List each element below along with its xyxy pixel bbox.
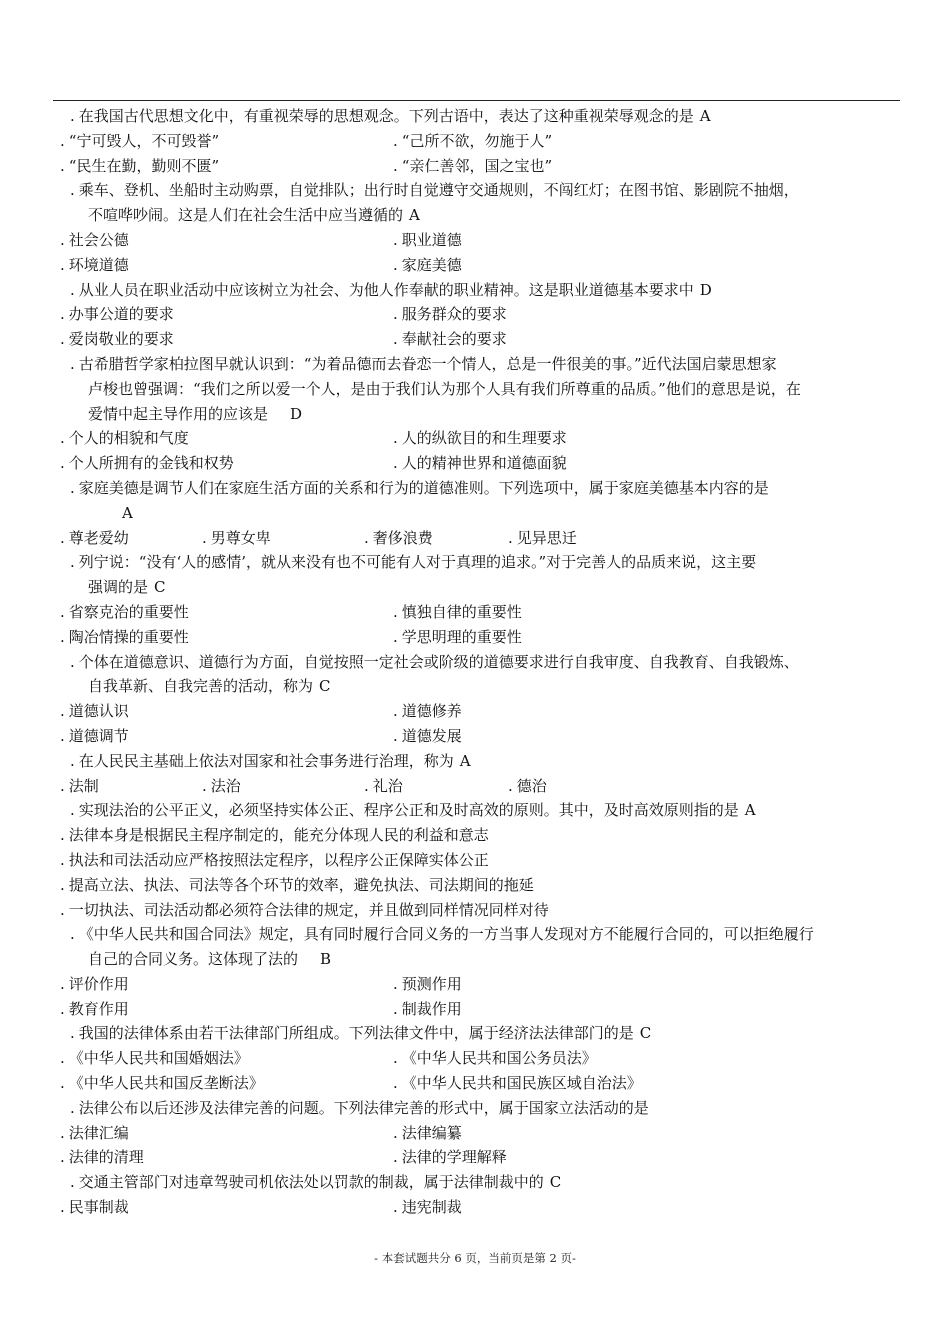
option-bullet: . bbox=[393, 627, 398, 646]
option-text: 法律的学理解释 bbox=[401, 1148, 507, 1167]
option-row bbox=[60, 1145, 900, 1170]
option-bullet: . bbox=[60, 875, 65, 894]
question-text: 古希腊哲学家柏拉图早就认识到：“为着品德而去眷恋一个情人，总是一件很美的事。”近代法国启蒙思想家 bbox=[78, 354, 777, 373]
option-bullet: . bbox=[70, 478, 75, 497]
option-right bbox=[393, 253, 462, 278]
option-text: 环境道德 bbox=[68, 255, 129, 274]
option-right bbox=[393, 327, 507, 352]
question-text: 自我革新、自我完善的活动，称为 bbox=[88, 677, 314, 696]
option-left bbox=[60, 724, 129, 749]
option-text: 道德发展 bbox=[401, 726, 462, 745]
option-text: 《中华人民共和国婚姻法》 bbox=[68, 1049, 249, 1068]
option-text: 学思明理的重要性 bbox=[401, 627, 522, 646]
option-text: 《中华人民共和国民族区域自治法》 bbox=[401, 1074, 642, 1093]
option-right bbox=[393, 1121, 462, 1146]
option-bullet: . bbox=[60, 702, 65, 721]
option-left bbox=[60, 1195, 129, 1220]
option-bullet: . bbox=[508, 776, 513, 795]
option-left bbox=[60, 426, 189, 451]
option-left bbox=[60, 699, 129, 724]
option-bullet: . bbox=[60, 627, 65, 646]
question-stem bbox=[60, 178, 900, 203]
question-text: 列宁说：“没有‘人的感情’，就从来没有也不可能有人对于真理的追求。”对于完善人的品质来说，这主要 bbox=[78, 553, 757, 572]
option-text: 尊老爱幼 bbox=[68, 528, 129, 547]
option-bullet: . bbox=[393, 1049, 398, 1068]
option-row bbox=[60, 154, 900, 179]
option-row bbox=[60, 823, 900, 848]
option-text: “民生在勤，勤则不匮” bbox=[68, 156, 220, 175]
option-text: 法律汇编 bbox=[68, 1123, 129, 1142]
question-stem bbox=[60, 650, 900, 675]
option-bullet: . bbox=[60, 726, 65, 745]
option-bullet: . bbox=[393, 1074, 398, 1093]
option-text: 预测作用 bbox=[401, 974, 462, 993]
option-text: 法律的清理 bbox=[68, 1148, 144, 1167]
option-text: 道德调节 bbox=[68, 726, 129, 745]
option-text: 男尊女卑 bbox=[210, 528, 271, 547]
option-text: 社会公德 bbox=[68, 230, 129, 249]
option-text: “宁可毁人，不可毁誉” bbox=[68, 131, 220, 150]
option-bullet: . bbox=[70, 925, 75, 944]
option-right bbox=[393, 625, 522, 650]
option-text: “己所不欲，勿施于人” bbox=[401, 131, 553, 150]
option-right bbox=[393, 451, 567, 476]
option-bullet: . bbox=[60, 429, 65, 448]
option-bullet: . bbox=[70, 280, 75, 299]
option-bullet: . bbox=[60, 230, 65, 249]
option-right bbox=[393, 699, 462, 724]
question-stem bbox=[60, 749, 900, 774]
question-stem-continued bbox=[60, 575, 900, 600]
option-text: 道德认识 bbox=[68, 702, 129, 721]
option-text: 人的纵欲目的和生理要求 bbox=[401, 429, 567, 448]
question-stem bbox=[60, 798, 900, 823]
option-left bbox=[60, 451, 234, 476]
question-stem-continued bbox=[60, 377, 900, 402]
option-left bbox=[60, 997, 129, 1022]
option-row bbox=[60, 600, 900, 625]
answer-key: C bbox=[154, 578, 166, 597]
option-bullet: . bbox=[60, 776, 65, 795]
option-row bbox=[60, 625, 900, 650]
option-right bbox=[393, 1046, 597, 1071]
option-row bbox=[60, 1071, 900, 1096]
option-left bbox=[60, 253, 129, 278]
option-text: 奉献社会的要求 bbox=[401, 330, 507, 349]
question-3 bbox=[60, 278, 900, 352]
option-bullet: . bbox=[60, 1148, 65, 1167]
option-bullet: . bbox=[60, 131, 65, 150]
question-stem-continued bbox=[60, 674, 900, 699]
option-text: 民事制裁 bbox=[68, 1198, 129, 1217]
answer-key: A bbox=[409, 206, 420, 225]
question-11 bbox=[60, 1021, 900, 1095]
question-8 bbox=[60, 749, 900, 799]
option-bullet: . bbox=[60, 156, 65, 175]
option-bullet: . bbox=[70, 1098, 75, 1117]
answer-line bbox=[60, 501, 900, 526]
question-text: 不喧哗吵闹。这是人们在社会生活中应当遵循的 bbox=[88, 206, 404, 225]
question-stem bbox=[60, 1096, 900, 1121]
answer-key: D bbox=[699, 280, 712, 299]
option-text: 服务群众的要求 bbox=[401, 305, 507, 324]
option-left bbox=[60, 1121, 129, 1146]
question-4 bbox=[60, 352, 900, 476]
option-text: 慎独自律的重要性 bbox=[401, 602, 522, 621]
option-text: 人的精神世界和道德面貌 bbox=[401, 454, 567, 473]
option-left bbox=[60, 228, 129, 253]
option-row bbox=[60, 451, 900, 476]
question-text: 实现法治的公平正义，必须坚持实体公正、程序公正和及时高效的原则。其中，及时高效原则指的是 bbox=[78, 801, 739, 820]
option-right bbox=[393, 129, 552, 154]
option-text: 奢侈浪费 bbox=[372, 528, 433, 547]
option-row bbox=[60, 774, 900, 799]
option-text: 法治 bbox=[210, 776, 241, 795]
option-right bbox=[393, 426, 567, 451]
option-row bbox=[60, 898, 900, 923]
option-right bbox=[393, 600, 522, 625]
option-bullet: . bbox=[393, 230, 398, 249]
option-text: “亲仁善邻，国之宝也” bbox=[401, 156, 553, 175]
option-left bbox=[60, 1145, 144, 1170]
answer-key: A bbox=[699, 107, 711, 125]
option-right bbox=[393, 972, 462, 997]
option-text: 爱岗敬业的要求 bbox=[68, 330, 174, 349]
answer-key: C bbox=[319, 677, 331, 696]
question-text: 自己的合同义务。这体现了法的 bbox=[88, 950, 299, 969]
option-text: 评价作用 bbox=[68, 974, 129, 993]
question-text: 乘车、登机、坐船时主动购票，自觉排队；出行时自觉遵守交通规则，不闯红灯；在图书馆、影剧院不抽烟， bbox=[78, 181, 799, 200]
option-text: 陶冶情操的重要性 bbox=[68, 627, 189, 646]
option-row bbox=[60, 426, 900, 451]
question-text: 《中华人民共和国合同法》规定，具有同时履行合同义务的一方当事人发现对方不能履行合同的，可以拒绝履行 bbox=[78, 925, 814, 944]
option-bullet: . bbox=[393, 974, 398, 993]
question-text: 法律公布以后还涉及法律完善的问题。下列法律完善的形式中，属于国家立法活动的是 bbox=[78, 1098, 649, 1117]
question-9 bbox=[60, 798, 900, 922]
question-5 bbox=[60, 476, 900, 550]
answer-key: A bbox=[459, 751, 471, 770]
option-row bbox=[60, 1046, 900, 1071]
question-stem bbox=[60, 1170, 900, 1195]
answer-key: C bbox=[639, 1024, 652, 1043]
question-stem bbox=[60, 104, 900, 129]
option-bullet: . bbox=[60, 1198, 65, 1217]
option-right bbox=[393, 997, 462, 1022]
option-text: 制裁作用 bbox=[401, 999, 462, 1018]
answer-key: D bbox=[290, 404, 303, 423]
question-text: 在人民民主基础上依法对国家和社会事务进行治理，称为 bbox=[78, 751, 454, 770]
option-row bbox=[60, 1195, 900, 1220]
option-bullet: . bbox=[60, 974, 65, 993]
option-row bbox=[60, 873, 900, 898]
question-text: 卢梭也曾强调：“我们之所以爱一个人，是由于我们认为那个人具有我们所尊重的品质。”他们的意思是说，在 bbox=[88, 379, 801, 398]
option-bullet: . bbox=[60, 528, 65, 547]
option-row bbox=[60, 526, 900, 551]
option-bullet: . bbox=[60, 826, 65, 845]
option-row bbox=[60, 848, 900, 873]
option-left bbox=[60, 600, 189, 625]
option-bullet: . bbox=[393, 1198, 398, 1217]
answer-key: A bbox=[744, 801, 756, 820]
option-row bbox=[60, 997, 900, 1022]
option-bullet: . bbox=[364, 776, 369, 795]
option-bullet: . bbox=[393, 1148, 398, 1167]
option-row bbox=[60, 1121, 900, 1146]
option-left bbox=[60, 625, 189, 650]
question-7 bbox=[60, 650, 900, 749]
option-bullet: . bbox=[393, 1123, 398, 1142]
option-item bbox=[60, 774, 99, 799]
option-bullet: . bbox=[70, 553, 75, 572]
option-bullet: . bbox=[70, 1024, 75, 1043]
option-right bbox=[393, 1145, 507, 1170]
option-bullet: . bbox=[70, 751, 75, 770]
option-text: 法律本身是根据民主程序制定的，能充分体现人民的利益和意志 bbox=[68, 826, 489, 845]
option-bullet: . bbox=[393, 999, 398, 1018]
option-text: 法律编纂 bbox=[401, 1123, 462, 1142]
option-bullet: . bbox=[202, 776, 207, 795]
option-text: 教育作用 bbox=[68, 999, 129, 1018]
option-text: 见异思迁 bbox=[516, 528, 577, 547]
exam-page-content bbox=[60, 104, 900, 1220]
option-bullet: . bbox=[393, 702, 398, 721]
option-bullet: . bbox=[60, 850, 65, 869]
question-stem bbox=[60, 1021, 900, 1046]
question-text: 个体在道德意识、道德行为方面，自觉按照一定社会或阶级的道德要求进行自我审度、自我教育、自我锻炼、 bbox=[78, 652, 799, 671]
option-right bbox=[393, 1071, 642, 1096]
option-bullet: . bbox=[60, 1123, 65, 1142]
question-stem bbox=[60, 922, 900, 947]
option-right bbox=[393, 1195, 462, 1220]
question-stem bbox=[60, 550, 900, 575]
option-bullet: . bbox=[70, 652, 75, 671]
option-bullet: . bbox=[393, 305, 398, 324]
option-right bbox=[393, 154, 552, 179]
option-right bbox=[393, 228, 462, 253]
option-text: 礼治 bbox=[372, 776, 403, 795]
question-text: 强调的是 bbox=[88, 578, 149, 597]
question-2 bbox=[60, 178, 900, 277]
option-bullet: . bbox=[70, 801, 75, 820]
question-stem bbox=[60, 352, 900, 377]
question-6 bbox=[60, 550, 900, 649]
option-bullet: . bbox=[60, 255, 65, 274]
option-row bbox=[60, 228, 900, 253]
question-1 bbox=[60, 104, 900, 178]
option-text: 德治 bbox=[516, 776, 547, 795]
option-left bbox=[60, 302, 174, 327]
option-item bbox=[508, 774, 547, 799]
option-left bbox=[60, 1046, 249, 1071]
option-bullet: . bbox=[70, 1173, 75, 1192]
option-text: 违宪制裁 bbox=[401, 1198, 462, 1217]
option-text: 个人所拥有的金钱和权势 bbox=[68, 454, 234, 473]
option-row bbox=[60, 129, 900, 154]
option-text: 职业道德 bbox=[401, 230, 462, 249]
option-bullet: . bbox=[70, 181, 75, 200]
option-row bbox=[60, 972, 900, 997]
option-row bbox=[60, 253, 900, 278]
page-footer: - 本套试题共分 6 页，当前页是第 2 页- bbox=[374, 1251, 576, 1265]
option-left bbox=[60, 972, 129, 997]
option-bullet: . bbox=[70, 354, 75, 373]
option-text: 提高立法、执法、司法等各个环节的效率，避免执法、司法期间的拖延 bbox=[68, 875, 534, 894]
option-bullet: . bbox=[70, 107, 75, 125]
question-13 bbox=[60, 1170, 900, 1220]
option-text: 法制 bbox=[68, 776, 99, 795]
option-bullet: . bbox=[60, 999, 65, 1018]
option-right bbox=[393, 302, 507, 327]
option-bullet: . bbox=[393, 602, 398, 621]
option-row bbox=[60, 302, 900, 327]
option-bullet: . bbox=[60, 305, 65, 324]
option-bullet: . bbox=[393, 330, 398, 349]
option-bullet: . bbox=[393, 454, 398, 473]
option-text: 执法和司法活动应严格按照法定程序，以程序公正保障实体公正 bbox=[68, 850, 489, 869]
option-text: 《中华人民共和国公务员法》 bbox=[401, 1049, 597, 1068]
question-text: 我国的法律体系由若干法律部门所组成。下列法律文件中，属于经济法法律部门的是 bbox=[78, 1024, 634, 1043]
question-12 bbox=[60, 1096, 900, 1170]
option-bullet: . bbox=[393, 726, 398, 745]
question-stem bbox=[60, 476, 900, 501]
option-text: 《中华人民共和国反垄断法》 bbox=[68, 1074, 264, 1093]
option-bullet: . bbox=[393, 131, 398, 150]
option-left bbox=[60, 1071, 264, 1096]
question-10 bbox=[60, 922, 900, 1021]
question-stem-continued bbox=[60, 402, 900, 427]
question-text: 在我国古代思想文化中，有重视荣辱的思想观念。下列古语中，表达了这种重视荣辱观念的是 bbox=[78, 107, 694, 125]
option-right bbox=[393, 724, 462, 749]
option-item bbox=[60, 526, 129, 551]
option-text: 办事公道的要求 bbox=[68, 305, 174, 324]
top-rule bbox=[53, 100, 900, 101]
option-item bbox=[202, 526, 271, 551]
option-bullet: . bbox=[393, 429, 398, 448]
option-item bbox=[202, 774, 241, 799]
option-bullet: . bbox=[60, 1074, 65, 1093]
option-item bbox=[364, 526, 433, 551]
answer-key: B bbox=[320, 950, 332, 969]
option-row bbox=[60, 724, 900, 749]
question-text: 爱情中起主导作用的应该是 bbox=[88, 404, 269, 423]
question-text: 家庭美德是调节人们在家庭生活方面的关系和行为的道德准则。下列选项中，属于家庭美德基本内容的是 bbox=[78, 478, 769, 497]
answer-key: A bbox=[122, 503, 133, 522]
option-item bbox=[508, 526, 577, 551]
question-stem-continued bbox=[60, 947, 900, 972]
option-text: 省察克治的重要性 bbox=[68, 602, 189, 621]
option-bullet: . bbox=[202, 528, 207, 547]
option-bullet: . bbox=[364, 528, 369, 547]
question-text: 从业人员在职业活动中应该树立为社会、为他人作奉献的职业精神。这是职业道德基本要求中 bbox=[78, 280, 694, 299]
option-bullet: . bbox=[393, 156, 398, 175]
option-bullet: . bbox=[508, 528, 513, 547]
option-text: 个人的相貌和气度 bbox=[68, 429, 189, 448]
option-bullet: . bbox=[60, 900, 65, 919]
option-item bbox=[364, 774, 403, 799]
option-row bbox=[60, 699, 900, 724]
option-bullet: . bbox=[60, 1049, 65, 1068]
question-stem bbox=[60, 278, 900, 303]
option-bullet: . bbox=[393, 255, 398, 274]
option-text: 一切执法、司法活动都必须符合法律的规定，并且做到同样情况同样对待 bbox=[68, 900, 549, 919]
option-left bbox=[60, 327, 174, 352]
question-text: 交通主管部门对违章驾驶司机依法处以罚款的制裁，属于法律制裁中的 bbox=[78, 1173, 544, 1192]
option-left bbox=[60, 154, 219, 179]
question-stem-continued bbox=[60, 203, 900, 228]
option-text: 道德修养 bbox=[401, 702, 462, 721]
option-text: 家庭美德 bbox=[401, 255, 462, 274]
option-bullet: . bbox=[60, 330, 65, 349]
answer-key: C bbox=[549, 1173, 562, 1192]
option-bullet: . bbox=[60, 454, 65, 473]
option-bullet: . bbox=[60, 602, 65, 621]
option-row bbox=[60, 327, 900, 352]
option-left bbox=[60, 129, 219, 154]
